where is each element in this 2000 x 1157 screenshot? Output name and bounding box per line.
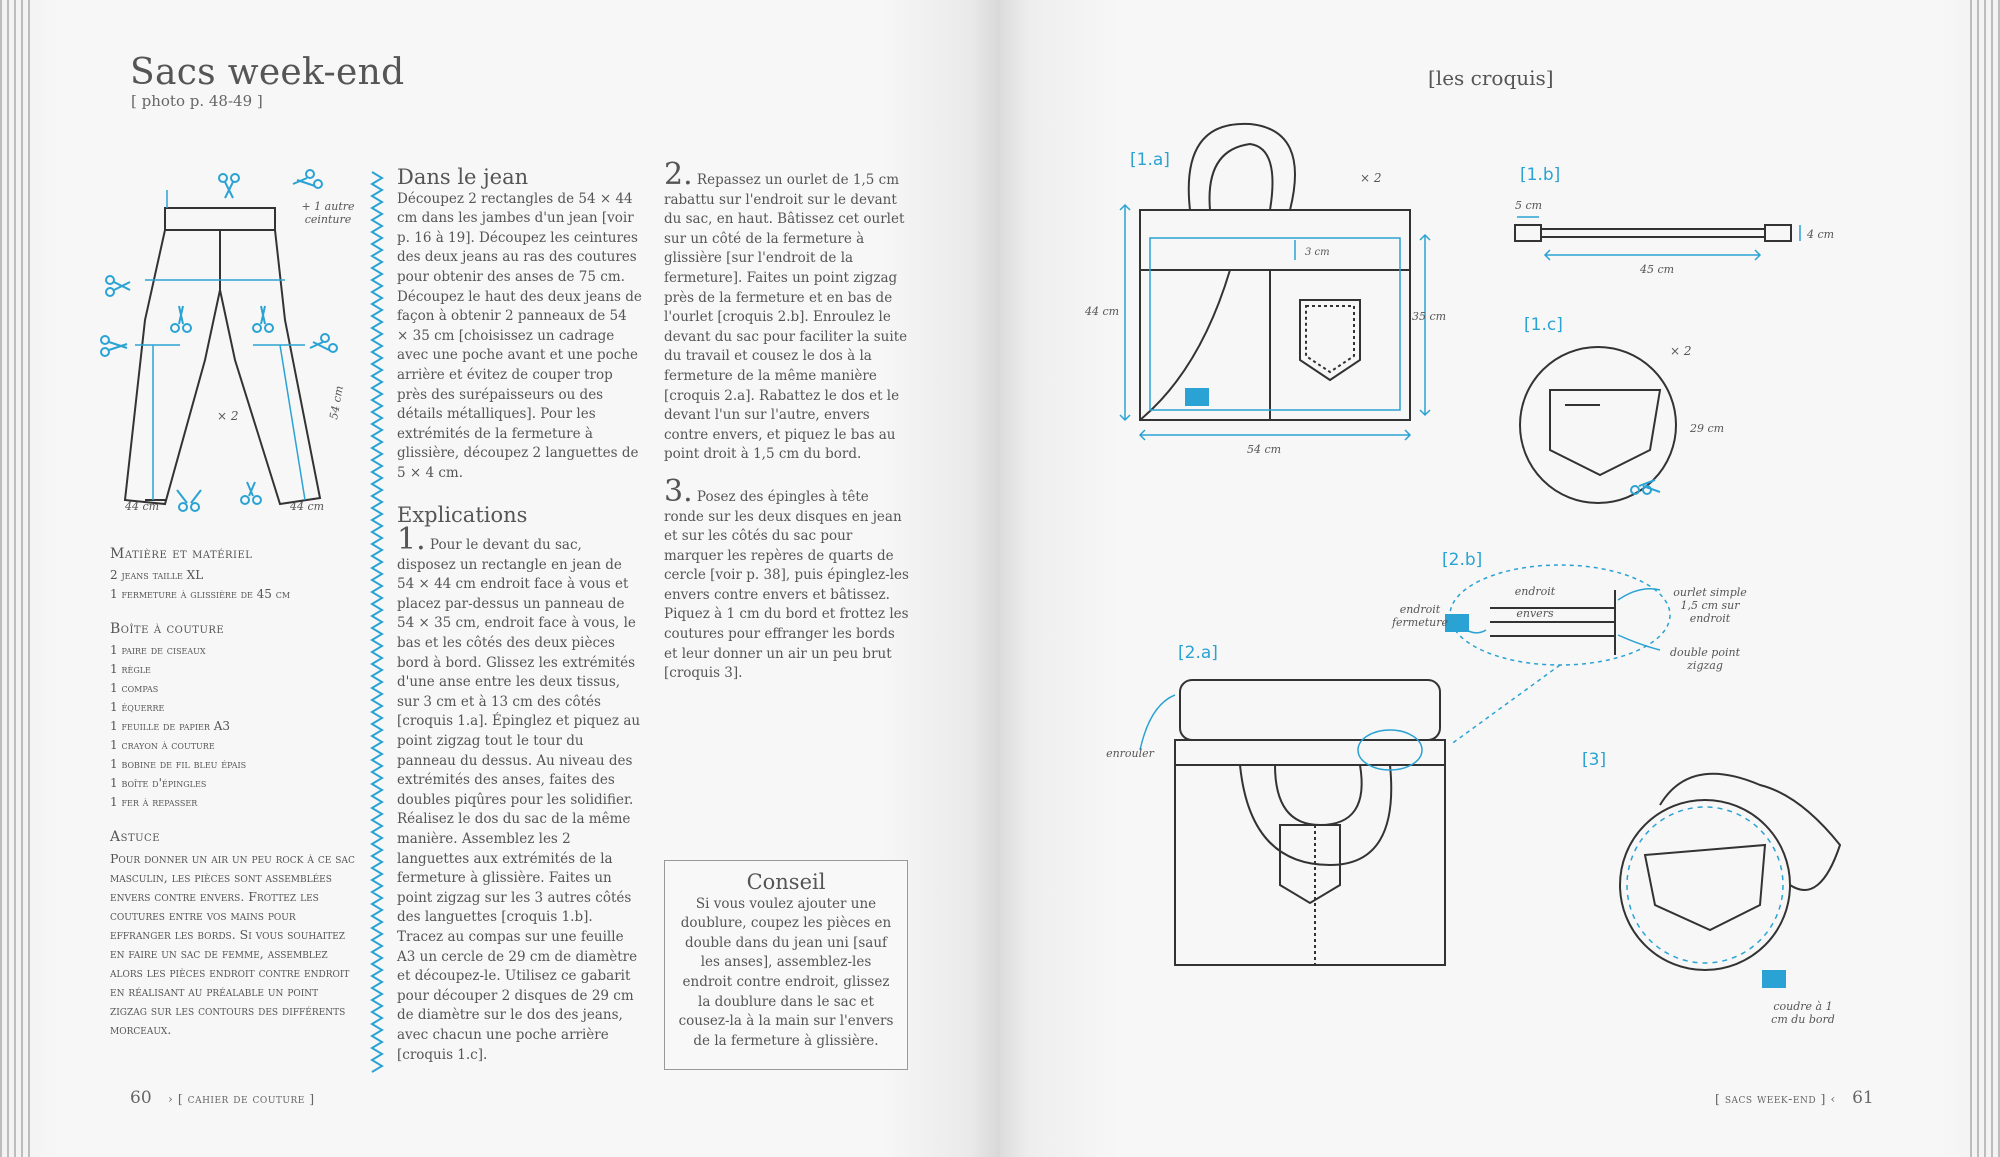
dim-3: 3 cm	[1305, 247, 1330, 258]
dim-54: 54 cm	[1247, 443, 1282, 456]
conseil-box	[664, 860, 908, 1070]
list-item: 1 compas	[110, 681, 159, 695]
count-1a: × 2	[1360, 171, 1382, 185]
dim-29: 29 cm	[1690, 422, 1725, 435]
steps-2-3-column	[664, 157, 909, 684]
sewing-machine-icon	[1762, 970, 1786, 988]
scissors-icon	[310, 334, 337, 352]
step-3	[664, 473, 909, 684]
leg1-label: 44 cm	[125, 500, 160, 513]
toolbox-list	[110, 641, 365, 812]
scissors-icon	[171, 306, 191, 332]
list-item: 2 jeans taille XL	[110, 568, 204, 582]
label-3: [3]	[1582, 750, 1607, 770]
extra-belt-note: + 1 autre ceinture	[301, 200, 355, 226]
tip-heading: Astuce	[110, 829, 161, 845]
page-title: Sacs week-end	[130, 52, 405, 93]
zigzag-divider	[370, 172, 384, 1072]
enrouler-note: enrouler	[1106, 747, 1154, 760]
coudre-note: coudre à 1 cm du bord	[1771, 1000, 1835, 1026]
list-item: 1 boîte d'épingles	[110, 776, 207, 790]
dim-35: 35 cm	[1412, 310, 1447, 323]
endroit-fermeture-note: endroit fermeture	[1391, 603, 1449, 629]
list-item: 1 feuille de papier A3	[110, 719, 231, 733]
sketch-1b-zipper	[1515, 195, 1835, 285]
toolbox-block	[110, 620, 365, 812]
leg2-label: 44 cm	[290, 500, 325, 513]
step-1	[397, 522, 642, 1065]
page-number: 60	[130, 1088, 152, 1108]
step-2	[664, 157, 909, 465]
sketch-1c-disc	[1520, 340, 1770, 510]
sketch-3-round-bag	[1600, 755, 1840, 995]
list-item: 1 crayon à couture	[110, 738, 215, 752]
list-item: 1 fermeture à glissière de 45 cm	[110, 587, 291, 601]
right-page	[1000, 0, 2000, 1157]
toolbox-heading: Boîte à couture	[110, 621, 225, 637]
dans-le-jean-text: Découpez 2 rectangles de 54 × 44 cm dans les jambes d'un jean [voir p. 16 à 19]. Découpez les ceintures des deux jeans au ras des coutures pour obtenir des anses de 75 cm. Découpez le haut des deux jeans de façon à obtenir 2 panneaux de 54 × 35 cm [choisissez un cadrage avec une poche avant et une poche arrière et évitez de couper trop près des surépaisseurs ou des détails métalliques]. Pour les extrémités de la fermeture à glissière, découpez 2 languettes de 5 × 4 cm.	[397, 190, 642, 481]
length-label: 54 cm	[327, 384, 346, 421]
scissors-icon	[241, 482, 261, 504]
label-1a: [1.a]	[1130, 150, 1170, 170]
step-3-text: Posez des épingles à tête ronde sur les deux disques en jean et sur les côtés du sac pour marquer les repères de quarts de cercle [voir p. 38], puis épinglez-les envers contre envers et bâtissez. Piquez à 1 cm du bord et frottez les coutures pour effranger les bords et leur donner un air un peu brut [croquis 3].	[664, 488, 909, 682]
page-edge-left	[0, 0, 30, 1157]
photo-reference: [ photo p. 48-49 ]	[131, 92, 263, 110]
page-number: 61	[1852, 1088, 1874, 1108]
dans-le-jean-heading: Dans le jean	[397, 165, 529, 189]
explications-heading: Explications	[397, 502, 528, 527]
folio-left	[130, 1088, 315, 1108]
step-2-number: 2.	[664, 157, 693, 192]
label-2a: [2.a]	[1178, 643, 1218, 663]
scissors-icon	[293, 170, 322, 188]
label-2b: [2.b]	[1442, 550, 1483, 570]
dim-45: 45 cm	[1640, 263, 1675, 276]
scissors-icon	[219, 174, 239, 198]
endroit-note: endroit	[1514, 585, 1556, 598]
step-3-number: 3.	[664, 473, 693, 509]
list-item: 1 fer à repasser	[110, 795, 198, 809]
tip-text: Pour donner un air un peu rock à ce sac masculin, les pièces sont assemblées envers contre envers. Frottez les coutures entre vos mains pour effranger les bords. Si vous souhaitez en faire un sac de femme, assemblez alors les pièces endroit contre endroit en réalisant au préalable un point zigzag sur les contours des différents morceaux.	[110, 851, 355, 1037]
label-1c: [1.c]	[1524, 315, 1563, 335]
count-label: × 2	[217, 409, 239, 423]
sketch-1a-bag	[1085, 120, 1450, 456]
list-item: 1 bobine de fil bleu épais	[110, 757, 247, 771]
step-1-number: 1.	[397, 522, 426, 558]
page-edge-right	[1970, 0, 2000, 1157]
step-2-text: Repassez un ourlet de 1,5 cm rabattu sur l'endroit sur le devant du sac, en haut. Bâtissez cet ourlet sur un côté de la fermeture à glissière [sur l'endroit de la fermeture]. Faites un point zigzag près de la fermeture et en bas de l'ourlet [croquis 2.b]. Enroulez le devant du sac pour faciliter la suite du travail et cousez le dos à la fermeture de la même manière [croquis 2.a]. Rabattez le dos et le devant l'un sur l'autre, envers contre envers, et piquez le bas au point droit à 1,5 cm du bord.	[664, 172, 908, 463]
double-point-note: double point zigzag	[1669, 646, 1740, 672]
materials-block	[110, 545, 365, 604]
dim-5: 5 cm	[1515, 199, 1543, 212]
list-item: 1 paire de ciseaux	[110, 643, 206, 657]
sewing-machine-icon	[1185, 388, 1209, 406]
section-name: › [ cahier de couture ]	[167, 1091, 315, 1106]
croquis-heading: [les croquis]	[1428, 66, 1554, 90]
conseil-text: Si vous voulez ajouter une doublure, coupez les pièces en double dans du jean uni [sauf les anses], assemblez-les endroit contre endroit, glissez la doublure dans le sac et cousez-la à la main sur l'envers de la fermeture à glissière.	[678, 895, 894, 1049]
scissors-icon	[101, 336, 127, 356]
dim-44: 44 cm	[1085, 305, 1120, 318]
scissors-icon	[1631, 480, 1660, 494]
conseil-heading: Conseil	[746, 870, 826, 894]
label-1b: [1.b]	[1520, 165, 1561, 185]
tip-block	[110, 828, 355, 1039]
materials-list	[110, 566, 365, 604]
envers-note: envers	[1516, 607, 1554, 620]
list-item: 1 règle	[110, 662, 151, 676]
sketch-2a-bag	[1100, 675, 1460, 975]
list-item: 1 équerre	[110, 700, 165, 714]
scissors-icon	[177, 490, 201, 511]
dans-le-jean-section	[397, 165, 642, 1065]
count-1c: × 2	[1670, 344, 1692, 358]
step-1-text: Pour le devant du sac, disposez un rectangle en jean de 54 × 44 cm endroit face à vous et placez par-dessus un panneau de 54 × 35 cm, endroit face à vous, le bas et les côtés des deux pièces bord à bord. Glissez les extrémités d'une anse entre les deux tissus, sur 3 cm et à 13 cm des côtés [croquis 1.a]. Épinglez et piquez au point zigzag tout le tour du panneau du dessus. Au niveau des extrémités des anses, faites des doubles piqûres pour les solidifier. Réalisez le dos du sac de la même manière. Assemblez les 2 languettes aux extrémités de la fermeture à glissière. Faites un point zigzag sur les 3 autres côtés des languettes [croquis 1.b]. Tracez au compas sur une feuille A3 un cercle de 29 cm de diamètre et découpez-le. Utilisez ce gabarit pour découper 2 disques de 29 cm de diamètre sur le dos des jeans, avec chacun une poche arrière [croquis 1.c].	[397, 537, 641, 1063]
scissors-icon	[106, 276, 130, 296]
folio-right	[1715, 1088, 1874, 1108]
section-name: [ sacs week-end ] ‹	[1715, 1091, 1836, 1106]
scissors-icon	[253, 306, 273, 332]
materials-heading: Matière et matériel	[110, 546, 253, 562]
dim-4: 4 cm	[1807, 228, 1835, 241]
ourlet-note: ourlet simple 1,5 cm sur endroit	[1673, 586, 1747, 625]
